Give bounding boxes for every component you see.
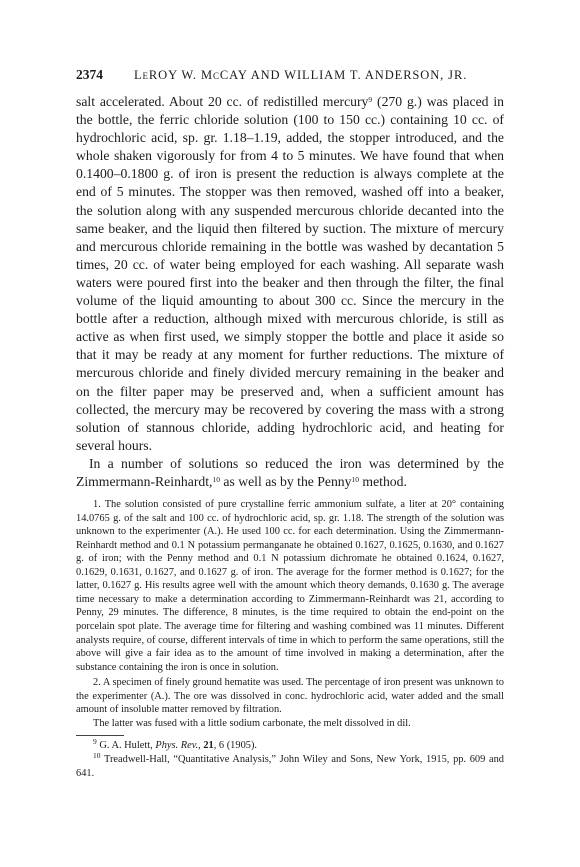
note-2: 2. A specimen of finely ground hematite was used. The percentage of iron present was unknown to the experimenter (A.). The ore was dissolved in conc. hydrochloric acid, water added and the small amount of insoluble matter removed by filtration. — [76, 677, 504, 716]
footnote-text: , 6 (1905). — [213, 740, 258, 752]
note-1: 1. The solution consisted of pure crystalline ferric ammonium sulfate, a liter at 20° containing 14.0765 g. of the salt and 100 cc. of hydrochloric acid, sp. gr. 1.18. The strength of the solution was unknown to the experimenter (A.). He used 100 cc. for each determination. Using the Zimmermann-Reinhardt method and 0.1 N potassium permanganate he obtained 0.1627, 0.1625, 0.1630, and 0.1627 g. of iron; with the Penny method and 0.1 N potassium dichromate he obtained 0.1624, 0.1627, 0.1629, 0.1631, 0.1627, and 0.1627 g. of iron. The average for the former method is 0.1627; for the latter, 0.1627 g. His results agree well with the amount which theory demands, 0.1630 g. The average time necessary to make a determination according to Zimmermann-Reinhardt was 21, according to Penny, 29 minutes. The difference, 8 minutes, is the time required to obtain the end-point on the porcelain spot plate. The average time for filtering and washing combined was 11 minutes. Different analysts require, of course, different intervals of time in which to perform the same operations, still the above will give a fair idea as to the amount of time involved in making a determination, after the substance containing the iron is once in solution. — [76, 499, 504, 673]
footnotes — [76, 739, 504, 780]
running-head — [76, 66, 504, 84]
text-run: as well as by the Penny — [219, 473, 352, 489]
paragraph-methods — [76, 455, 504, 491]
page-number: 2374 — [76, 67, 103, 82]
footnote-text: Treadwell-Hall, “Quantitative Analysis,” John Wiley and Sons, New York, 1915, pp. 609 and 641. — [76, 753, 504, 779]
journal-page — [76, 66, 504, 780]
text-run: (270 g.) was placed in the bottle, the ferric chloride solution (100 to 150 cc.) containing 10 cc. of hydrochloric acid, sp. gr. 1.18–1.19, added, the stopper introduced, and the whole shaken vigorously for from 4 to 5 minutes. We have found that when 0.1400–0.1800 g. of iron is present the reduction is always complete at the end of 5 minutes. The stopper was then removed, washed off into a beaker, the solution along with any suspended mercurous chloride decanted into the same beaker, and the liquid then filtered by suction. The mixture of mercury and mercurous chloride remaining in the bottle was washed by decantation 5 times, 20 cc. of water being employed for each washing. All separate wash waters were poured first into the beaker and then through the filter, the final volume of the liquid amounting to about 300 cc. Since the mercury in the bottle after a reduction, although mixed with mercurous chloride, is still as active as when first used, we simply stopper the bottle and place it aside so that it may be ready at any moment for further reductions. The mixture of mercurous chloride and finely divided mercury remaining in the beaker and on the filter paper may be preserved and, when a sufficient amount has collected, the mercury may be recovered by covering the mass with a strong solution of stannous chloride, adding hydrochloric acid, and heating for several hours. — [76, 94, 504, 453]
note-3: The latter was fused with a little sodium carbonate, the melt dissolved in dil. — [93, 717, 411, 729]
footnote-marker: 10 — [93, 750, 101, 760]
footnote-ref-9: 9 — [368, 95, 373, 104]
footnote-divider — [76, 735, 124, 736]
text-run: salt accelerated. About 20 cc. of redistilled mercury — [76, 94, 369, 109]
main-text — [76, 93, 504, 491]
text-run: In a number of solutions so reduced the iron was determined by the Zimmermann-Reinhardt, — [76, 455, 504, 489]
footnote-ref-10: 10 — [212, 474, 220, 484]
volume-number: 21 — [203, 740, 214, 752]
footnote-ref-10: 10 — [351, 474, 359, 484]
experiment-notes — [76, 498, 504, 730]
footnote-text: , — [198, 740, 204, 752]
footnote-marker: 9 — [93, 737, 97, 747]
text-run: method. — [359, 473, 407, 489]
footnote-text: G. A. Hulett, — [96, 740, 156, 752]
paragraph-procedure — [76, 93, 504, 455]
footnote-10 — [76, 750, 504, 780]
journal-name: Phys. Rev. — [155, 740, 199, 752]
footnote-9 — [76, 739, 504, 753]
running-title: LeROY W. McCAY AND WILLIAM T. ANDERSON, JR. — [134, 68, 468, 82]
